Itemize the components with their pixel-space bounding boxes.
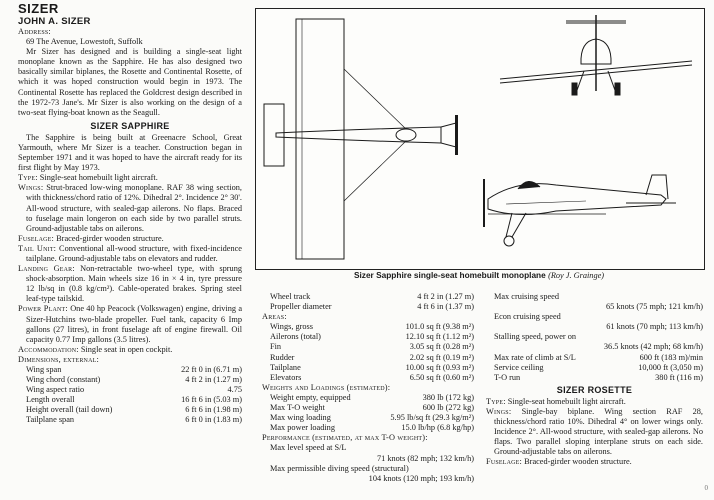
three-view-drawing bbox=[255, 8, 705, 270]
max-diving-speed-value: 104 knots (120 mph; 193 km/h) bbox=[368, 473, 474, 483]
takeoff-run-row: T-O run 380 ft (116 m) bbox=[494, 372, 703, 382]
dimensions-table bbox=[18, 365, 242, 426]
ceiling-row: Service ceiling 10,000 ft (3,050 m) bbox=[494, 362, 703, 372]
max-level-speed-label: Max level speed at S/L bbox=[270, 443, 347, 453]
rosette-spec-wings: Wings: Single-bay biplane. Wing section RAF 28, thickness/chord ratio 10%. Dihedral 4° on lower wings only. Incidence 2°. All-wood structure, with sealed-gap ailerons. No flaps. Two parallel sloping interplane struts on each side. Ground-adjustable tabs on ailerons. bbox=[486, 406, 704, 457]
left-column bbox=[18, 0, 242, 426]
econ-cruising-value: 61 knots (70 mph; 113 km/h) bbox=[606, 322, 703, 332]
performance-label: Performance (estimated, at max T-O weight): bbox=[262, 433, 428, 443]
max-level-speed-value: 71 knots (82 mph; 132 km/h) bbox=[376, 453, 474, 463]
intro-paragraph: Mr Sizer has designed and is building a single-seat light monoplane known as the Sapphire. He has also designed two basically similar biplanes, the Rosette and Continental Rosette, of which it was hoped construction would begin in 1973. The Continental Rosette has replaced the Goldcrest design described in the 1972-73 Jane's. Mr Sizer is also working on the design of a two-seat flying-boat known as the Seagull. bbox=[18, 47, 242, 117]
middle-column bbox=[262, 292, 474, 484]
dim-row: Height overall (tail down) 6 ft 6 in (1.98 m) bbox=[26, 405, 242, 415]
stalling-speed-value: 36.5 knots (42 mph; 68 km/h) bbox=[603, 342, 703, 352]
plan-tailplane bbox=[264, 104, 284, 166]
company-name: JOHN A. SIZER bbox=[18, 16, 91, 27]
manufacturer-title: SIZER bbox=[18, 1, 59, 16]
areas-label: Areas: bbox=[262, 312, 287, 322]
dim-row: Tailplane span 6 ft 0 in (1.83 m) bbox=[26, 415, 242, 425]
weight-row: Max wing loading 5.95 lb/sq ft (29.3 kg/m²) bbox=[270, 413, 474, 423]
weight-row: Weight empty, equipped 380 lb (172 kg) bbox=[270, 392, 474, 402]
plan-propeller bbox=[455, 115, 458, 155]
propeller-diameter-row: Propeller diameter 4 ft 6 in (1.37 m) bbox=[270, 302, 474, 312]
side-view bbox=[484, 175, 676, 246]
area-row: Elevators 6.50 sq ft (0.60 m²) bbox=[270, 372, 474, 382]
dim-row: Wing chord (constant) 4 ft 2 in (1.27 m) bbox=[26, 375, 242, 385]
weight-row: Max T-O weight 600 lb (272 kg) bbox=[270, 403, 474, 413]
page-number: 0 bbox=[704, 484, 708, 492]
rosette-heading: SIZER ROSETTE bbox=[556, 384, 633, 395]
area-row: Fin 3.05 sq ft (0.28 m²) bbox=[270, 342, 474, 352]
dim-row: Wing aspect ratio 4.75 bbox=[26, 385, 242, 395]
area-row: Tailplane 10.00 sq ft (0.93 m²) bbox=[270, 362, 474, 372]
dimensions-label: Dimensions, external: bbox=[18, 354, 99, 364]
rosette-spec-type: Type: Single-seat homebuilt light aircraft. bbox=[486, 396, 626, 406]
spec-wings: Wings: Strut-braced low-wing monoplane. RAF 38 wing section, with thickness/chord ratio of 12%. Dihedral 2°. Incidence 2° 30'. All-wood structure, with sealed-gap ailerons. No flaps. Braced to fuselage main longeron on each side by two parallel struts. Ground-adjustable tabs on ailerons. bbox=[18, 183, 242, 233]
climb-row: Max rate of climb at S/L 600 ft (183 m)/min bbox=[494, 352, 703, 362]
area-row: Wings, gross 101.0 sq ft (9.38 m²) bbox=[270, 322, 474, 332]
aircraft-drawing bbox=[256, 9, 704, 269]
spec-tail-unit: Tail Unit: Conventional all-wood structure, with fixed-incidence tailplane. Ground-adjustable tabs on elevators and rudder. bbox=[18, 243, 242, 263]
max-cruising-label: Max cruising speed bbox=[494, 292, 559, 301]
address-label: Address: bbox=[18, 27, 51, 36]
plan-nose bbox=[441, 123, 456, 147]
spec-fuselage: Fuselage: Braced-girder wooden structure. bbox=[18, 233, 164, 243]
sapphire-intro: The Sapphire is being built at Greenacre School, Great Yarmouth, where Mr Sizer is a teacher. Construction began in September 1971 and it was hoped to have the aircraft ready for its first flight by May 1973. bbox=[18, 132, 242, 173]
address: 69 The Avenue, Lowestoft, Suffolk bbox=[26, 37, 143, 47]
max-cruising-value: 65 knots (75 mph; 121 km/h) bbox=[605, 302, 703, 312]
spec-power-plant: Power Plant: One 40 hp Peacock (Volkswagen) engine, driving a Sizer-Hutchins two-blade propeller. Fuel tank, capacity 6 Imp gallons (27 litres), in front fuselage aft of engine firewall. Oil capacity 0.77 Imp gallons (3.5 litres). bbox=[18, 304, 243, 344]
econ-cruising-label: Econ cruising speed bbox=[494, 312, 561, 322]
sapphire-specs bbox=[18, 173, 242, 355]
area-row: Ailerons (total) 12.10 sq ft (1.12 m²) bbox=[270, 332, 474, 342]
area-row: Rudder 2.02 sq ft (0.19 m²) bbox=[270, 352, 474, 362]
weights-label: Weights and Loadings (estimated): bbox=[262, 382, 391, 392]
spec-landing-gear: Landing Gear: Non-retractable two-wheel type, with sprung shock-absorption. Main wheels size 16 in × 4 in, tyre pressure 12 lb/sq in (0.8 kg/cm²). Cable-operated brakes. Spring steel leaf-type tailskid. bbox=[18, 264, 242, 304]
spec-accommodation: Accommodation: Single seat in open cockpit. bbox=[18, 344, 173, 354]
front-view bbox=[500, 15, 692, 95]
right-column bbox=[486, 292, 703, 468]
rosette-spec-fuselage: Fuselage: Braced-girder wooden structure. bbox=[486, 457, 632, 467]
figure-caption: Sizer Sapphire single-seat homebuilt monoplane (Roy J. Grainge) bbox=[353, 270, 605, 280]
weight-row: Max power loading 15.0 lb/hp (6.8 kg/hp) bbox=[270, 423, 474, 433]
spec-type: Type: Single-seat homebuilt light aircraft. bbox=[18, 173, 158, 183]
dim-row: Wing span 22 ft 0 in (6.71 m) bbox=[26, 365, 242, 374]
stalling-speed-label: Stalling speed, power on bbox=[494, 332, 577, 342]
dim-row: Length overall 16 ft 6 in (5.03 m) bbox=[26, 395, 242, 405]
max-diving-speed-label: Max permissible diving speed (structural) bbox=[270, 463, 409, 473]
wheel-track-row: Wheel track 4 ft 2 in (1.27 m) bbox=[270, 292, 474, 301]
sapphire-heading: SIZER SAPPHIRE bbox=[90, 120, 170, 131]
